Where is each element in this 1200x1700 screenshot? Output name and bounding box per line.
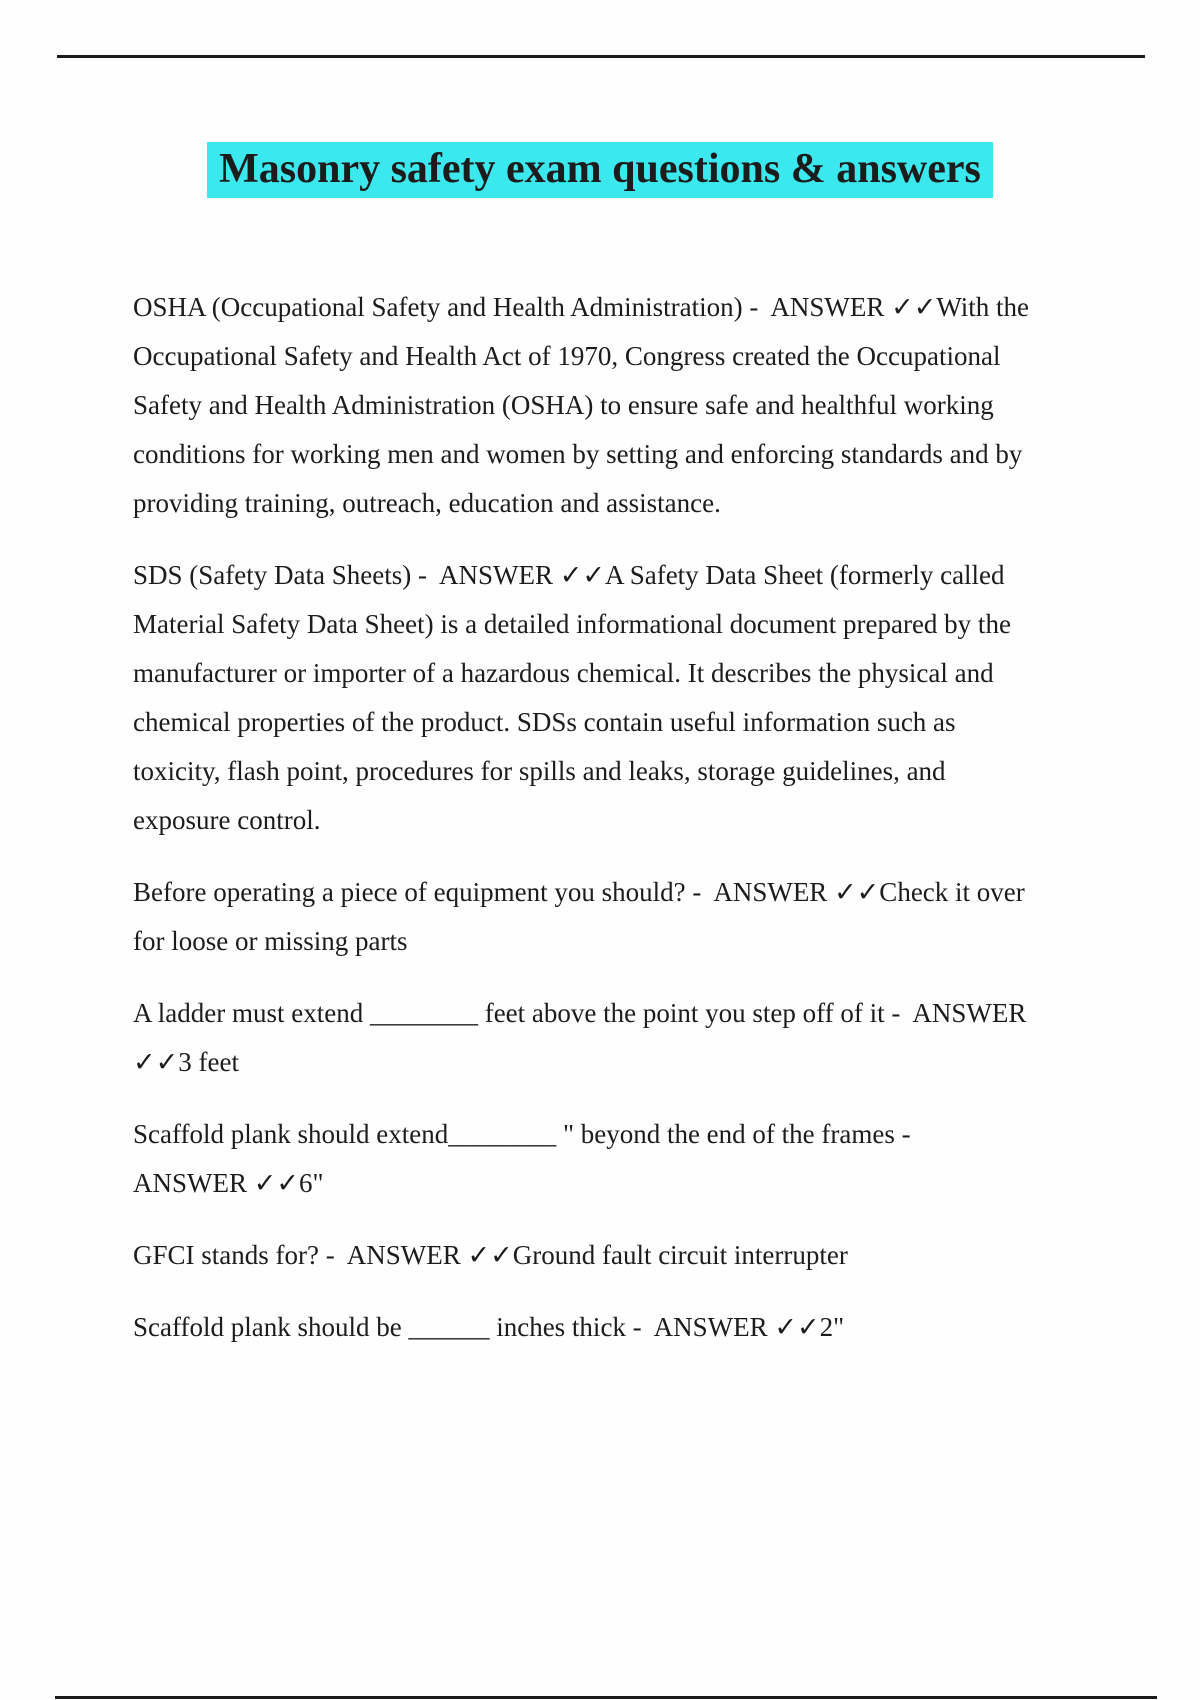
qa-line: SDS (Safety Data Sheets) - ANSWER ✓✓A Safety Data Sheet (formerly called [133, 560, 1005, 590]
qa-paragraph [133, 1231, 1033, 1280]
qa-line: chemical properties of the product. SDSs contain useful information such as [133, 707, 956, 737]
qa-line: Material Safety Data Sheet) is a detailed informational document prepared by the [133, 609, 1011, 639]
qa-line: ANSWER ✓✓6" [133, 1168, 324, 1198]
qa-paragraph [133, 868, 1033, 966]
qa-paragraph [133, 989, 1033, 1087]
qa-line: conditions for working men and women by setting and enforcing standards and by [133, 439, 1023, 469]
qa-line: providing training, outreach, education and assistance. [133, 488, 721, 518]
qa-line: Scaffold plank should extend________ " beyond the end of the frames - [133, 1119, 911, 1149]
qa-line: Scaffold plank should be ______ inches thick - ANSWER ✓✓2" [133, 1312, 845, 1342]
qa-line: toxicity, flash point, procedures for spills and leaks, storage guidelines, and [133, 756, 946, 786]
top-rule [57, 55, 1145, 58]
qa-line: for loose or missing parts [133, 926, 408, 956]
qa-paragraph [133, 1110, 1033, 1208]
qa-paragraph [133, 1303, 1033, 1352]
title-row [0, 0, 1200, 198]
qa-paragraph [133, 283, 1033, 528]
page-title: Masonry safety exam questions & answers [207, 142, 993, 198]
qa-line: GFCI stands for? - ANSWER ✓✓Ground fault circuit interrupter [133, 1240, 848, 1270]
qa-paragraph [133, 551, 1033, 845]
qa-line: Safety and Health Administration (OSHA) to ensure safe and healthful working [133, 390, 994, 420]
qa-line: manufacturer or importer of a hazardous chemical. It describes the physical and [133, 658, 994, 688]
qa-line: OSHA (Occupational Safety and Health Administration) - ANSWER ✓✓With the [133, 292, 1030, 322]
qa-line: Occupational Safety and Health Act of 1970, Congress created the Occupational [133, 341, 1001, 371]
qa-line: Before operating a piece of equipment you should? - ANSWER ✓✓Check it over [133, 877, 1025, 907]
qa-line: ✓✓3 feet [133, 1047, 239, 1077]
qa-line: exposure control. [133, 805, 321, 835]
qa-list [133, 283, 1033, 1352]
bottom-rule [55, 1696, 1157, 1699]
qa-line: A ladder must extend ________ feet above the point you step off of it - ANSWER [133, 998, 1027, 1028]
